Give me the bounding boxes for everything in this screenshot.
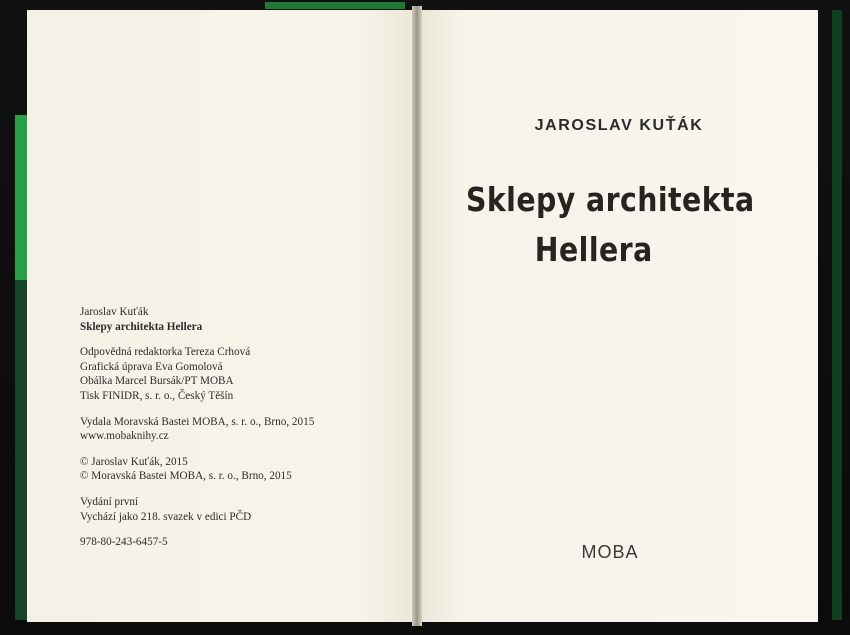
copyright-publisher: © Moravská Bastei MOBA, s. r. o., Brno, 2015 bbox=[80, 470, 292, 483]
book-title bbox=[466, 175, 758, 275]
book-gutter bbox=[412, 6, 422, 626]
right-page bbox=[420, 10, 818, 622]
cover-dark-stripe-left bbox=[15, 280, 27, 620]
edition-number: Vydání první bbox=[80, 495, 139, 508]
book-title-line2: Hellera bbox=[534, 230, 653, 269]
cover-green-stripe-right bbox=[832, 10, 842, 620]
cover-green-stripe-top bbox=[265, 2, 405, 9]
credit-layout: Grafická úprava Eva Gomolová bbox=[80, 360, 223, 373]
publisher-logo-text: MOBA bbox=[581, 542, 639, 562]
publication-info: Vydala Moravská Bastei MOBA, s. r. o., Brno, 2015 bbox=[80, 415, 315, 428]
imprint-title: Sklepy architekta Hellera bbox=[80, 320, 203, 333]
book-author: JAROSLAV KUŤÁK bbox=[534, 117, 704, 134]
credit-print: Tisk FINIDR, s. r. o., Český Těšín bbox=[80, 389, 234, 402]
book-title-line1: Sklepy architekta bbox=[466, 180, 755, 219]
publisher-website: www.mobaknihy.cz bbox=[80, 430, 169, 443]
edition-series: Vychází jako 218. svazek v edici PČD bbox=[80, 510, 252, 523]
credit-editor: Odpovědná redaktorka Tereza Crhová bbox=[80, 346, 251, 359]
isbn: 978-80-243-6457-5 bbox=[80, 536, 168, 549]
credit-cover: Obálka Marcel Bursák/PT MOBA bbox=[80, 375, 234, 388]
imprint-block bbox=[80, 305, 400, 550]
cover-green-stripe-left bbox=[15, 115, 27, 280]
imprint-author: Jaroslav Kuťák bbox=[80, 306, 149, 318]
copyright-author: © Jaroslav Kuťák, 2015 bbox=[80, 455, 188, 468]
